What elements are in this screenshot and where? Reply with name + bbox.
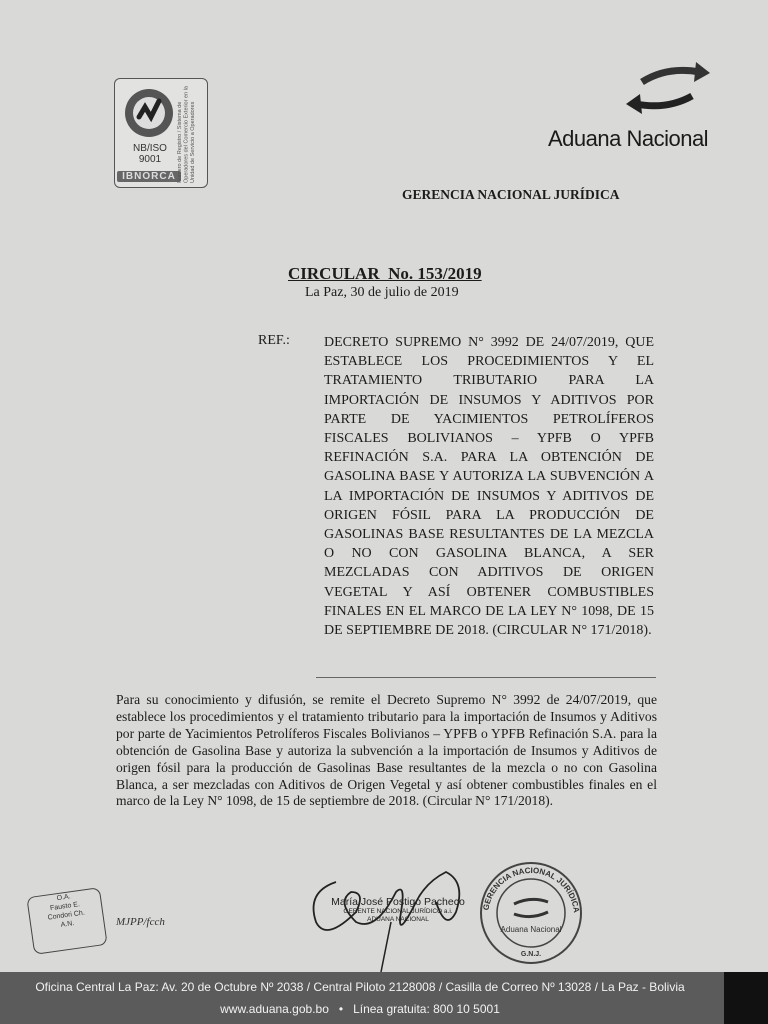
page-footer [0,972,768,1024]
initials-stamp-line: A.N. [60,920,75,929]
circular-title: CIRCULAR No. 153/2019 [288,264,482,283]
round-stamp-center-text: Aduana Nacional [500,925,562,934]
footer-address: Oficina Central La Paz: Av. 20 de Octubre Nº 2038 / Central Piloto 2128008 / Casilla de Correo Nº 13028 / La Paz - Bolivia [35,980,685,994]
scan-edge [724,972,768,1024]
aduana-arrows-logo-icon [622,60,712,120]
initials-stamp-line: Condori Ch. [47,909,86,922]
initials-stamp-line: O.A. [56,893,72,903]
iso-norm-label: NB/ISO 9001 [133,143,167,165]
signer-name: María José Postigo Pacheco [331,896,465,908]
signer-organization: ADUANA NACIONAL [367,916,429,923]
official-round-stamp-icon [476,858,586,968]
signer-role: GERENTE NACIONAL JURÍDICO a.i. [343,908,453,915]
round-stamp-top-text: GERENCIA NACIONAL JURÍDICA [481,865,581,914]
body-paragraph: Para su conocimiento y difusión, se remite el Decreto Supremo N° 3992 de 24/07/2019, que establece los procedimientos y el tratamiento tributario para la importación de Insumos y Aditivos por parte de Yacimientos Petrolíferos Fiscales Bolivianos – YPFB o YPFB Refinación S.A. para la obtención de Gasolina Base y autoriza la subvención a la importación de Insumos y Aditivos de origen fósil para la producción de Gasolinas Base resultantes de la mezcla o no con Gasolina Blanca, a ser mezcladas con Aditivos de Origen Vegetal y así obtener combustibles finales en el marco de la Ley N° 1098, de 15 de septiembre de 2018. (Circular N° 171/2018). [116,692,657,809]
initials-stamp [26,887,107,955]
reference-label: REF.: [258,333,290,348]
signer-block [328,896,468,924]
divider-line [316,677,656,678]
footer-contact: www.aduana.gob.bo • Línea gratuita: 800 10 5001 [220,1002,500,1016]
initials-stamp-line: Fausto E. [49,901,81,913]
iso-certification-badge [114,78,208,188]
aduana-nacional-logo-text: Aduana Nacional [548,126,709,151]
round-stamp-bottom-text: G.N.J. [520,951,542,958]
reference-initials: MJPP/fcch [116,916,165,928]
department-heading: GERENCIA NACIONAL JURÍDICA [402,187,620,202]
certification-side-text: Número de Registro / Sistema de Operadores del Comercio Exterior en la Unidad de Servicio a Operadores [177,86,196,183]
svg-text:GERENCIA NACIONAL JURÍDICA [481,866,581,914]
ibnorca-label: IBNORCA [117,171,181,182]
circular-date: La Paz, 30 de julio de 2019 [305,285,459,300]
reference-text: DECRETO SUPREMO N° 3992 DE 24/07/2019, QUE ESTABLECE LOS PROCEDIMIENTOS Y EL TRATAMIENTO TRIBUTARIO PARA LA IMPORTACIÓN DE INSUMOS Y ADITIVOS POR PARTE DE YACIMIENTOS PETROLÍFEROS FISCALES BOLIVIANOS – YPFB O YPFB REFINACIÓN S.A. PARA LA OBTENCIÓN DE GASOLINA BASE Y AUTORIZA LA SUBVENCIÓN A LA IMPORTACIÓN DE INSUMOS Y ADITIVOS DE ORIGEN FÓSIL PARA LA PRODUCCIÓN DE GASOLINAS BASE RESULTANTES DE LA MEZCLA O NO CON GASOLINA BLANCA, A SER MEZCLADAS CON ADITIVOS DE ORIGEN VEGETAL Y ASÍ OBTENER COMBUSTIBLES FINALES EN EL MARCO DE LA LEY N° 1098, DE 15 DE SEPTIEMBRE DE 2018. (CIRCULAR N° 171/2018). [324,335,654,639]
certification-seal-icon [123,87,175,139]
